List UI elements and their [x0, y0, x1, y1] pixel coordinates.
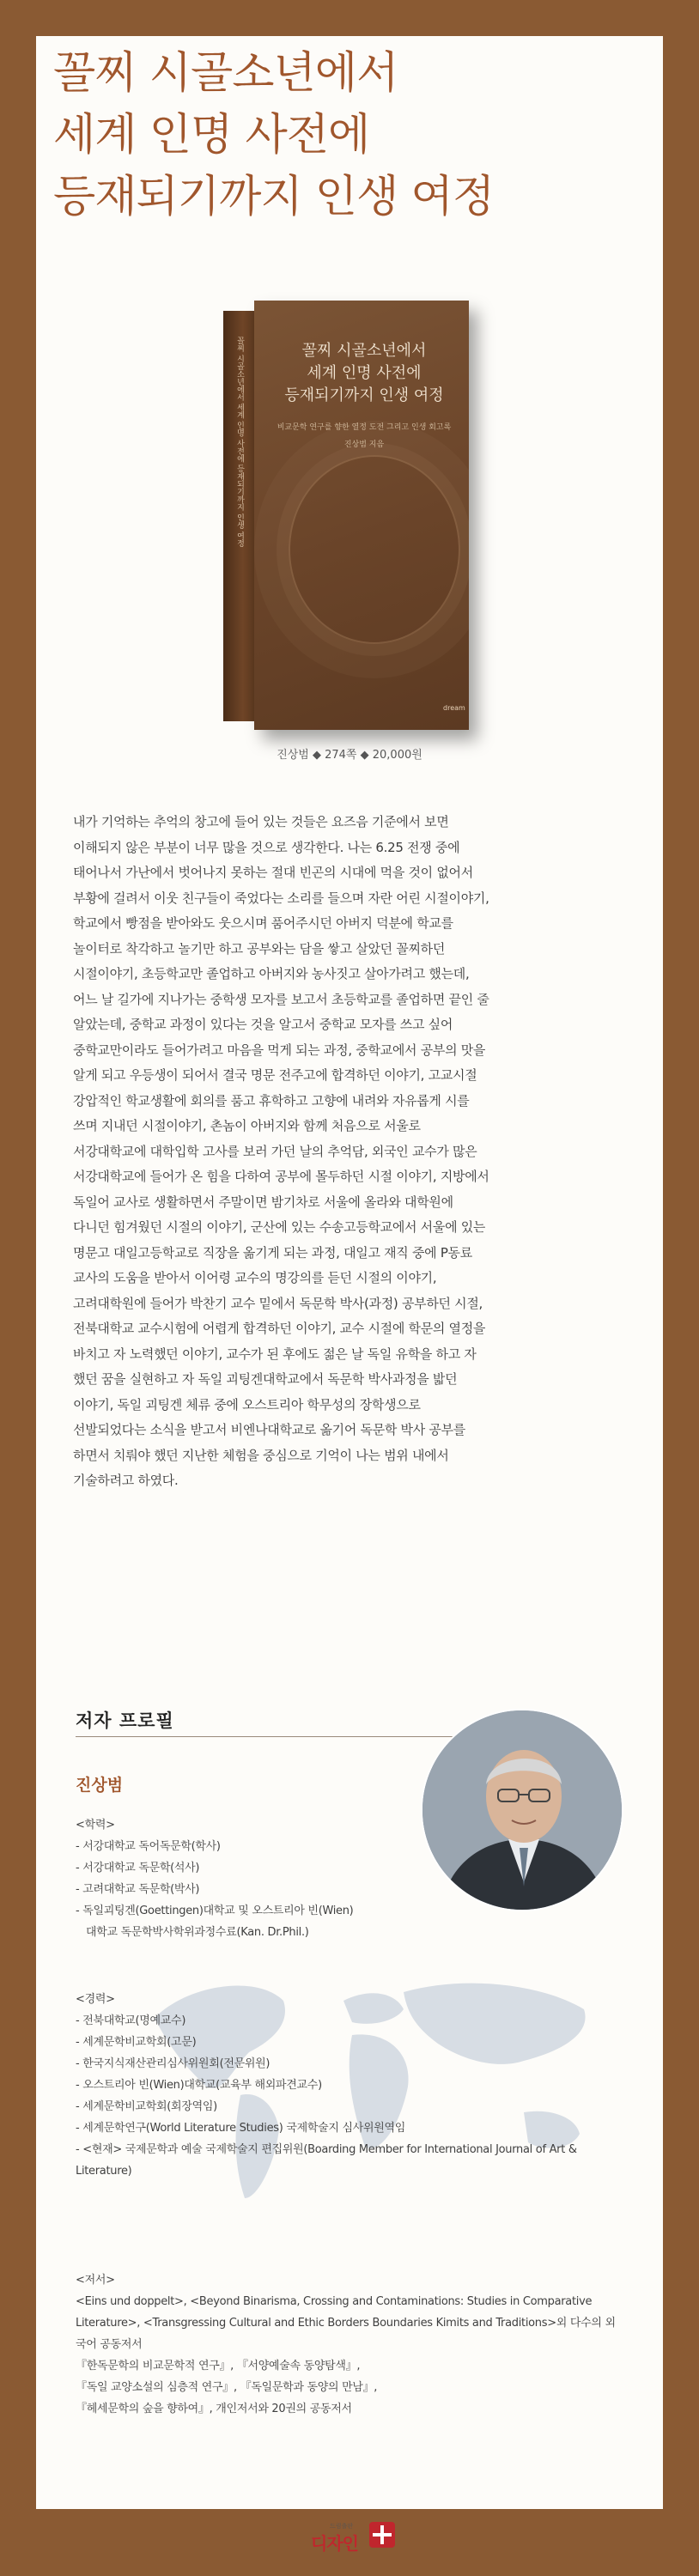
- career-item: - 세계문학연구(World Literature Studies) 국제학술지 심사위원역임: [76, 2122, 406, 2135]
- description-line: 서강대학교에 대학입학 고사를 보러 가던 날의 추억담, 외국인 교수가 많은: [73, 1143, 477, 1159]
- author-name: 진상범: [76, 1776, 124, 1795]
- description-line: 놀이터로 착각하고 놀기만 하고 공부와는 담을 쌓고 살았던 꼴찌하던: [73, 940, 446, 957]
- career-item: - 세계문학비교학회(회장역임): [76, 2100, 217, 2113]
- title-line-3: 등재되기까지 인생 여정: [53, 172, 495, 222]
- career-item: - 전북대학교(명예교수): [76, 2014, 186, 2027]
- book-cover-title: [270, 340, 459, 407]
- description-line: 교사의 도움을 받아서 이어령 교수의 명강의를 듣던 시절의 이야기,: [73, 1270, 437, 1285]
- title-line-2: 세계 인명 사전에: [53, 110, 370, 161]
- description-line: 시절이야기, 초등학교만 졸업하고 아버지와 농사짓고 살아가려고 했는데,: [73, 966, 470, 981]
- description-line: 바치고 자 노력했던 이야기, 교수가 된 후에도 젊은 날 독일 유학을 하고 자: [73, 1346, 477, 1362]
- works-foreign: <Eins und doppelt>, <Beyond Binarisma, Crossing and Contaminations: Studies in Comparative Literature>, <Transgressing Cultural and Ethic Borders Boundaries Kimits and Traditions>외 다수의 외국어 공동저서: [76, 2295, 616, 2351]
- career-item: - 한국지식재산관리심사위원회(전문위원): [76, 2057, 270, 2070]
- description-line: 알게 되고 우등생이 되어서 결국 명문 전주고에 합격하던 이야기, 고교시절: [73, 1067, 477, 1083]
- profile-heading: 저자 프로필: [76, 1710, 174, 1731]
- publisher-logo-small: 드림출판: [330, 2523, 354, 2530]
- description-line: 내가 기억하는 추억의 창고에 들어 있는 것들은 요즈음 기준에서 보면: [73, 814, 449, 829]
- description-line: 강압적인 학교생활에 회의를 품고 휴학하고 고향에 내려와 자유롭게 시를: [73, 1092, 470, 1109]
- book-cover-title-line: 등재되기까지 인생 여정: [284, 386, 444, 404]
- education-item: - 서강대학교 독어독문학(학사): [76, 1840, 221, 1853]
- works-line: 『독일 교양소설의 심층적 연구』, 『독일문학과 동양의 만남』,: [76, 2381, 378, 2394]
- book-cover-title-line: 세계 인명 사전에: [307, 364, 422, 382]
- description-line: 선발되었다는 소식을 받고서 비엔나대학교로 옮기어 독문학 박사 공부를: [73, 1422, 465, 1437]
- works-line: 『헤세문학의 숲을 향하여』, 개인저서와 20권의 공동저서: [76, 2403, 352, 2415]
- education-item: - 독일괴팅겐(Goettingen)대학교 및 오스트리아 빈(Wien): [76, 1905, 354, 1917]
- description-line: 이야기, 독일 괴팅겐 체류 중에 오스트리아 학무성의 장학생으로: [73, 1396, 421, 1413]
- book-description: [73, 810, 631, 1494]
- page-title: [53, 43, 586, 228]
- description-line: 하면서 치뤄야 했던 지난한 체험을 중심으로 기억이 나는 범위 내에서: [73, 1447, 449, 1463]
- works-line: 『한독문학의 비교문학적 연구』, 『서양예술속 동양탐색』,: [76, 2360, 361, 2372]
- description-line: 학교에서 빵점을 받아와도 웃으시며 품어주시던 아버지 덕분에 학교를: [73, 915, 453, 931]
- education-item: 대학교 독문학박사학위과정수료(Kan. Dr.Phil.): [86, 1926, 309, 1939]
- description-line: 명문고 대일고등학교로 직장을 옮기게 되는 과정, 대일고 재직 중에 P동료: [73, 1244, 472, 1261]
- works-section: [76, 2269, 634, 2420]
- description-line: 다니던 힘겨웠던 시절의 이야기, 군산에 있는 수송고등학교에서 서울에 있는: [73, 1219, 486, 1235]
- book-ornament: [289, 455, 460, 644]
- description-line: 어느 날 길가에 지나가는 중학생 모자를 보고서 초등학교를 졸업하면 끝인 줄: [73, 991, 489, 1007]
- career-section: [76, 1989, 634, 2182]
- description-line: 고려대학원에 들어가 박찬기 교수 밑에서 독문학 박사(과정) 공부하던 시절,: [73, 1295, 483, 1311]
- education-item: - 고려대학교 독문학(박사): [76, 1883, 200, 1896]
- description-line: 태어나서 가난에서 벗어나지 못하는 절대 빈곤의 시대에 먹을 것이 없어서: [73, 865, 473, 880]
- education-label: <학력>: [76, 1819, 115, 1832]
- education-section: [76, 1814, 634, 1943]
- publisher-cross-icon: [369, 2522, 395, 2548]
- description-line: 쓰며 지내던 시절이야기, 촌놈이 아버지와 함께 처음으로 서울로: [73, 1118, 421, 1133]
- description-line: 전북대학교 교수시험에 어렵게 합격하던 이야기, 교수 시절에 학문의 열정을: [73, 1321, 486, 1336]
- publisher-logo: [299, 2518, 402, 2553]
- career-item: - 세계문학비교학회(고문): [76, 2036, 197, 2049]
- career-item: - <현재> 국제문학과 예술 국제학술지 편집위원(Boarding Member for International Journal of Art & Literature): [76, 2143, 577, 2178]
- works-label: <저서>: [76, 2274, 115, 2287]
- publisher-logo-text: 디자인: [311, 2533, 358, 2554]
- book-spine: [223, 311, 256, 721]
- book-cover-image: [198, 301, 489, 747]
- description-line: 했던 꿈을 실현하고 자 독일 괴팅겐대학교에서 독문학 박사과정을 밟던: [73, 1371, 458, 1387]
- book-front: [254, 301, 469, 730]
- description-line: 서강대학교에 들어가 온 힘을 다하여 공부에 몰두하던 시절 이야기, 지방에서: [73, 1169, 489, 1184]
- description-line: 중학교만이라도 들어가려고 마음을 먹게 되는 과정, 중학교에서 공부의 맛을: [73, 1042, 486, 1058]
- description-line: 기술하려고 하였다.: [73, 1473, 179, 1488]
- book-publisher-logo: dream: [443, 704, 465, 712]
- description-line: 이해되지 않은 부분이 너무 많을 것으로 생각한다. 나는 6.25 전쟁 중에: [73, 839, 460, 855]
- description-line: 알았는데, 중학교 과정이 있다는 것을 알고서 중학교 모자를 쓰고 싶어: [73, 1017, 453, 1032]
- book-cover-title-line: 꼴찌 시골소년에서: [301, 342, 427, 360]
- education-item: - 서강대학교 독문학(석사): [76, 1862, 200, 1874]
- book-spine-text: 꼴찌 시골소년에서 세계 인명 사전에 등재되기까지 인생 여정: [235, 337, 244, 548]
- title-line-1: 꼴찌 시골소년에서: [53, 48, 398, 99]
- book-cover-author: 진상범 지음: [343, 440, 385, 449]
- book-info: 진상범 ◆ 274쪽 ◆ 20,000원: [277, 749, 422, 762]
- description-line: 부황에 걸려서 이웃 친구들이 죽었다는 소리를 들으며 자란 어린 시절이야기,: [73, 890, 489, 906]
- career-item: - 오스트리아 빈(Wien)대학교(교육부 해외파견교수): [76, 2079, 322, 2092]
- book-cover-subtitle: 비교문학 연구를 향한 열정 도전 그리고 인생 회고록: [277, 423, 452, 432]
- description-line: 독일어 교사로 생활하면서 주말이면 밤기차로 서울에 올라와 대학원에: [73, 1194, 453, 1210]
- career-label: <경력>: [76, 1993, 115, 2006]
